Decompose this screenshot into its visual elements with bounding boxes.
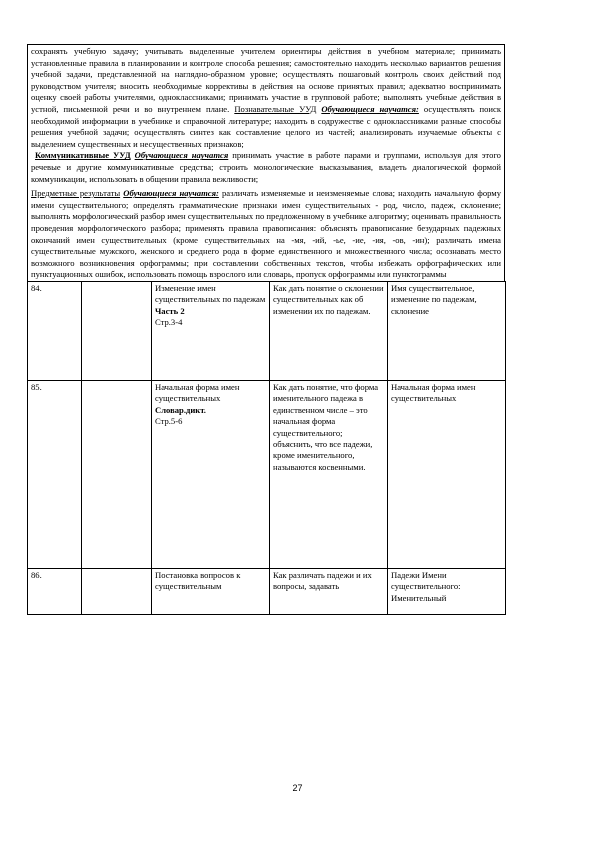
- subject-text: различать изменяемые и неизменяемые слова; находить начальную форму имени существительного; определять грамматические признаки имен существительных - род, число, падеж, склонение; выполнять морфологический разбор имен существительных по предложенному в учебнике алгоритму; оценивать правильность проведения морфологического разбора; применять правила правописания: объяснять правописание безударных падежных окончаний имен существительных (кроме существительных на -мя, -ий, -ье, -ие, -ия, -ов, -ин); различать имена существительные мужского, женского и среднего рода в форме единственного и множественного числа; осознавать место возможного возникновения орфограммы; при составлении собственных текстов, чтобы избежать орфографических или пунктуационных ошибок, использовать помощь взрослого или словарь, пропуск орфограммы или пунктограммы: [31, 188, 502, 280]
- lesson-topic: [152, 380, 270, 568]
- cognitive-text: осуществлять поиск необходимой информации в учебнике и справочной литературе; находить в содружестве с одноклассниками разные способы решения учебной задачи; осуществлять синтез как составление целого из частей; анализировать изучаемые объекты с выделением существенных и несущественных признаков;: [31, 103, 502, 149]
- lesson-concepts: Начальная форма имен существительных: [388, 380, 506, 568]
- cognitive-learners: Обучающиеся научатся:: [321, 103, 419, 114]
- lesson-table: [27, 281, 506, 615]
- lesson-question: Как дать понятие, что форма именительного падежа в единственном числе – это начальная форма существительного; объяснить, что все падежи, кроме именительного, называются косвенными.: [270, 380, 388, 568]
- communicative-learners: Обучающиеся научатся: [134, 150, 229, 161]
- table-row: [28, 281, 506, 380]
- table-row: [28, 568, 506, 614]
- subject-outcomes: [31, 188, 501, 281]
- communicative-outcomes: [31, 150, 501, 185]
- lesson-number: 85.: [28, 380, 82, 568]
- regulatory-text: сохранять учебную задачу; учитывать выделенные учителем ориентиры действия в учебном материале; принимать установленные правила в планировании и контроле способа решения; самостоятельно находить несколько вариантов решения учебной задачи, представленной на наглядно-образном уровне; осуществлять пошаговый контроль своих действий под руководством учителя; вносить необходимые коррективы в действия на основе принятых правил; адекватно воспринимать оценку своей работы учителями, одноклассниками; принимать участие в групповой работе; выполнять учебные действия в устной, письменной речи и во внутреннем плане.: [31, 46, 501, 114]
- empty-cell: [82, 380, 152, 568]
- topic-title: Постановка вопросов к существительным: [155, 569, 241, 592]
- subject-learners: Обучающиеся научатся:: [123, 188, 219, 199]
- lesson-question: Как дать понятие о склонении существительных как об изменении их по падежам.: [270, 281, 388, 380]
- topic-note: Часть 2: [155, 305, 185, 316]
- lesson-question: Как различать падежи и их вопросы, задавать: [270, 568, 388, 614]
- lesson-number: 84.: [28, 281, 82, 380]
- lesson-topic: [152, 281, 270, 380]
- outcomes-text: [28, 45, 504, 281]
- subject-label: Предметные результаты: [31, 188, 121, 199]
- page-content: [27, 44, 505, 615]
- topic-title: Изменение имен существительных по падежам: [155, 282, 266, 305]
- topic-pages: Стр.5-6: [155, 416, 183, 427]
- lesson-topic: [152, 568, 270, 614]
- communicative-text: принимать участие в работе парами и группами, используя для этого речевые и другие коммуникативные средства; строить монологические высказывания, владеть диалогической формой коммуникации, использовать в общении правила вежливости;: [31, 150, 501, 184]
- topic-title: Начальная форма имен существительных: [155, 381, 240, 404]
- page-number: 27: [292, 783, 303, 793]
- table-row: [28, 380, 506, 568]
- cognitive-label: Познавательные УУД: [234, 103, 317, 114]
- outcomes-cell: [27, 44, 505, 281]
- communicative-label: Коммуникативные УУД: [34, 150, 131, 161]
- regulatory-outcomes: [31, 46, 501, 150]
- lesson-number: 86.: [28, 568, 82, 614]
- topic-pages: Стр.3-4: [155, 317, 183, 328]
- lesson-concepts: Имя существительное, изменение по падежам, склонение: [388, 281, 506, 380]
- empty-cell: [82, 281, 152, 380]
- topic-note: Словар.дикт.: [155, 404, 206, 415]
- empty-cell: [82, 568, 152, 614]
- lesson-concepts: Падежи Имени существительного: Именительный: [388, 568, 506, 614]
